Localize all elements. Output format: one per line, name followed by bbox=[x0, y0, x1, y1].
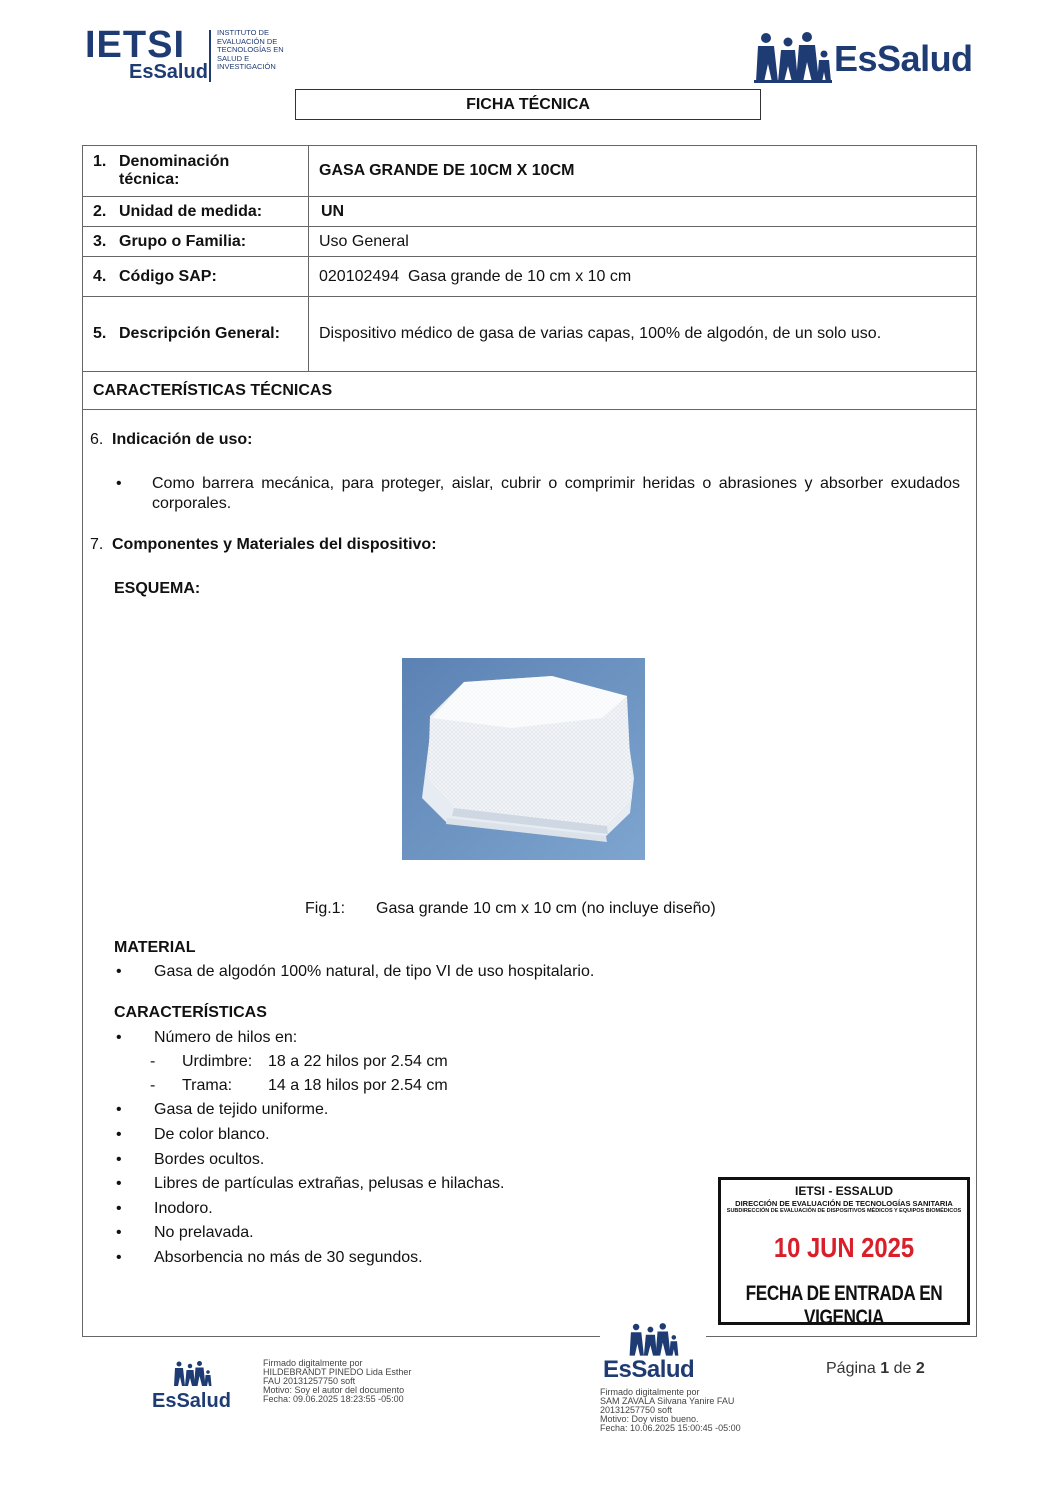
row-label: 4. Código SAP: bbox=[83, 257, 309, 297]
signature-center: Firmado digitalmente por SAM ZAVALA Silvana Yanire FAU 20131257750 soft Motivo: Doy visto bueno. Fecha: 10.06.2025 15:00:45 -05:00 bbox=[600, 1387, 741, 1433]
list-item: • No prelavada. bbox=[116, 1224, 254, 1241]
material-heading: MATERIAL bbox=[114, 939, 196, 956]
figure-caption: Fig.1: Gasa grande 10 cm x 10 cm (no incluye diseño) bbox=[305, 900, 716, 917]
page-number: Página 1 de 2 bbox=[826, 1360, 925, 1377]
ietsi-logo-sub: EsSalud bbox=[129, 61, 208, 83]
essalud-logo-text: EsSalud bbox=[834, 38, 973, 79]
list-item: • Como barrera mecánica, para proteger, aislar, cubrir o comprimir heridas o abrasiones y absorber exudados corporales. bbox=[116, 475, 960, 512]
vigencia-stamp bbox=[718, 1177, 970, 1329]
table-row bbox=[83, 146, 977, 197]
list-item: • Número de hilos en: bbox=[116, 1029, 298, 1046]
table-row bbox=[83, 197, 977, 227]
bullet-icon: • bbox=[116, 1175, 122, 1192]
bullet-icon: • bbox=[116, 1200, 122, 1217]
row-label: 1. Denominación técnica: bbox=[83, 146, 309, 197]
gauze-photo bbox=[402, 658, 645, 860]
page-title: FICHA TÉCNICA bbox=[295, 89, 761, 120]
family-icon bbox=[752, 32, 832, 84]
row-label: 5. Descripción General: bbox=[83, 297, 309, 372]
footer-center-logo bbox=[603, 1323, 703, 1383]
bullet-icon: • bbox=[116, 1101, 122, 1118]
esquema-label: ESQUEMA: bbox=[114, 580, 201, 597]
stamp-line-2: DIRECCIÓN DE EVALUACIÓN DE TECNOLOGÍAS SANITARIA bbox=[735, 1199, 953, 1208]
row-label: 3. Grupo o Familia: bbox=[83, 227, 309, 257]
stamp-line-1: IETSI - ESSALUD bbox=[794, 1184, 893, 1198]
bullet-icon: • bbox=[116, 475, 122, 492]
bullet-icon: • bbox=[116, 1126, 122, 1143]
row-value: Uso General bbox=[309, 227, 977, 257]
ietsi-institute-name: INSTITUTO DE EVALUACIÓN DE TECNOLOGÍAS EN SALUD E INVESTIGACIÓN bbox=[217, 28, 284, 71]
family-icon bbox=[627, 1323, 679, 1357]
row-value: Dispositivo médico de gasa de varias capas, 100% de algodón, de un solo uso. bbox=[309, 297, 977, 372]
row-value: GASA GRANDE DE 10CM X 10CM bbox=[309, 146, 977, 197]
row-value: UN bbox=[309, 197, 977, 227]
family-icon bbox=[172, 1360, 212, 1388]
bullet-icon: • bbox=[116, 1151, 122, 1168]
ietsi-logo bbox=[85, 24, 300, 86]
signature-left: Firmado digitalmente por HILDEBRANDT PINEDO Lida Esther FAU 20131257750 soft Motivo: Soy el autor del documento Fecha: 09.06.2025 18:23:55 -05:00 bbox=[263, 1358, 412, 1404]
sub-list-item: - Urdimbre: 18 a 22 hilos por 2.54 cm bbox=[150, 1053, 448, 1070]
list-item: • Bordes ocultos. bbox=[116, 1151, 265, 1168]
bullet-icon: • bbox=[116, 1029, 122, 1046]
bullet-icon: • bbox=[116, 963, 122, 980]
spec-table bbox=[82, 145, 977, 410]
essalud-logo bbox=[752, 30, 982, 86]
bullet-icon: • bbox=[116, 1249, 122, 1266]
stamp-line-3: SUBDIRECCIÓN DE EVALUACIÓN DE DISPOSITIVOS MÉDICOS Y EQUIPOS BIOMÉDICOS bbox=[726, 1208, 962, 1214]
list-item: • Gasa de algodón 100% natural, de tipo VI de uso hospitalario. bbox=[116, 963, 595, 980]
list-item: • Absorbencia no más de 30 segundos. bbox=[116, 1249, 423, 1266]
footer-left-logo-text: EsSalud bbox=[152, 1390, 231, 1412]
row-label: 2. Unidad de medida: bbox=[83, 197, 309, 227]
section-6-heading: 6. Indicación de uso: bbox=[90, 431, 253, 448]
table-row bbox=[83, 257, 977, 297]
footer-center-logo-text: EsSalud bbox=[603, 1356, 695, 1383]
caracteristicas-heading: CARACTERÍSTICAS bbox=[114, 1004, 267, 1021]
row-value: 020102494 Gasa grande de 10 cm x 10 cm bbox=[309, 257, 977, 297]
list-item: • Libres de partículas extrañas, pelusas e hilachas. bbox=[116, 1175, 505, 1192]
section-header: CARACTERÍSTICAS TÉCNICAS bbox=[83, 372, 977, 410]
section-header-row bbox=[83, 372, 977, 410]
sub-list-item: - Trama: 14 a 18 hilos por 2.54 cm bbox=[150, 1077, 448, 1094]
stamp-vigencia: FECHA DE ENTRADA EN VIGENCIA bbox=[745, 1282, 943, 1329]
bullet-icon: • bbox=[116, 1224, 122, 1241]
section-7-heading: 7. Componentes y Materiales del dispositivo: bbox=[90, 536, 437, 553]
table-row bbox=[83, 227, 977, 257]
table-row bbox=[83, 297, 977, 372]
footer-left-logo bbox=[152, 1360, 242, 1416]
ietsi-logo-text: IETSI bbox=[85, 24, 186, 66]
list-item: • Gasa de tejido uniforme. bbox=[116, 1101, 329, 1118]
list-item: • De color blanco. bbox=[116, 1126, 270, 1143]
stamp-date: 10 JUN 2025 bbox=[773, 1232, 915, 1263]
logo-divider bbox=[209, 30, 211, 82]
list-item: • Inodoro. bbox=[116, 1200, 213, 1217]
